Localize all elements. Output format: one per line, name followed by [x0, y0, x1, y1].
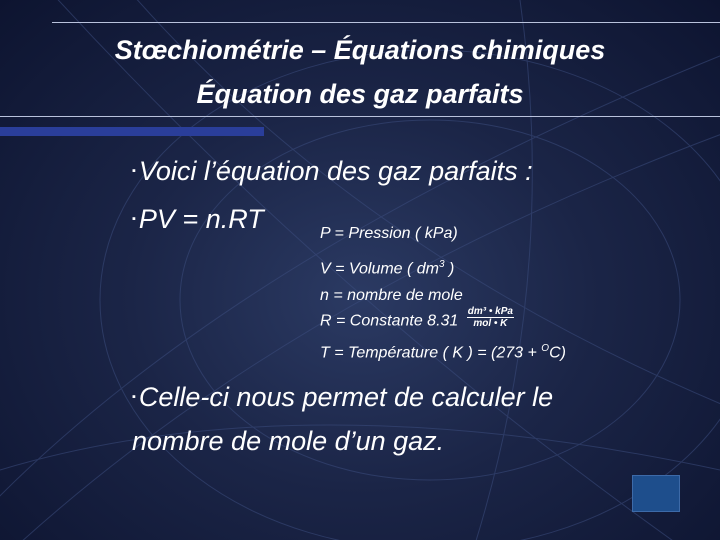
top-rule [52, 22, 720, 23]
definition-pressure: P = Pression ( kPa) [320, 225, 458, 242]
definition-volume: V = Volume ( $dm^3$ ) [320, 259, 455, 278]
title-rule [0, 116, 720, 117]
bullet-intro [132, 156, 533, 187]
conclusion-line-2: nombre de mole d’un gaz. [132, 426, 445, 456]
bullet-square-icon: ▪ [132, 165, 136, 177]
title-line-1: Stœchiométrie – Équations chimiques [114, 35, 606, 65]
constant-unit-fraction: $\frac{\text{dm³ • kPa}}{\text{mol • K}}$ [467, 306, 513, 329]
definition-temperature: T = Température ( K ) = (273 + $^O$C) [320, 343, 566, 362]
definition-constant: R = Constante 8.31 $\frac{\text{dm³ • kPa}}{\text{mol • K}}$ [320, 306, 513, 330]
corner-decoration-box [632, 475, 680, 512]
title-line-2: Équation des gaz parfaits [196, 79, 524, 109]
bullet-square-icon: ▪ [132, 213, 136, 225]
slide-title [0, 28, 720, 116]
intro-text: Voici l’équation des gaz parfaits : [138, 156, 533, 186]
bullet-formula [132, 204, 264, 235]
formula-text: PV = n.RT [138, 204, 264, 234]
title-accent-bar [0, 127, 264, 136]
bullet-conclusion [132, 378, 553, 460]
bullet-square-icon: ▪ [132, 391, 136, 403]
conclusion-line-1: ▪ Celle-ci nous permet de calculer le [132, 382, 554, 412]
definition-moles: n = nombre de mole [320, 287, 463, 304]
